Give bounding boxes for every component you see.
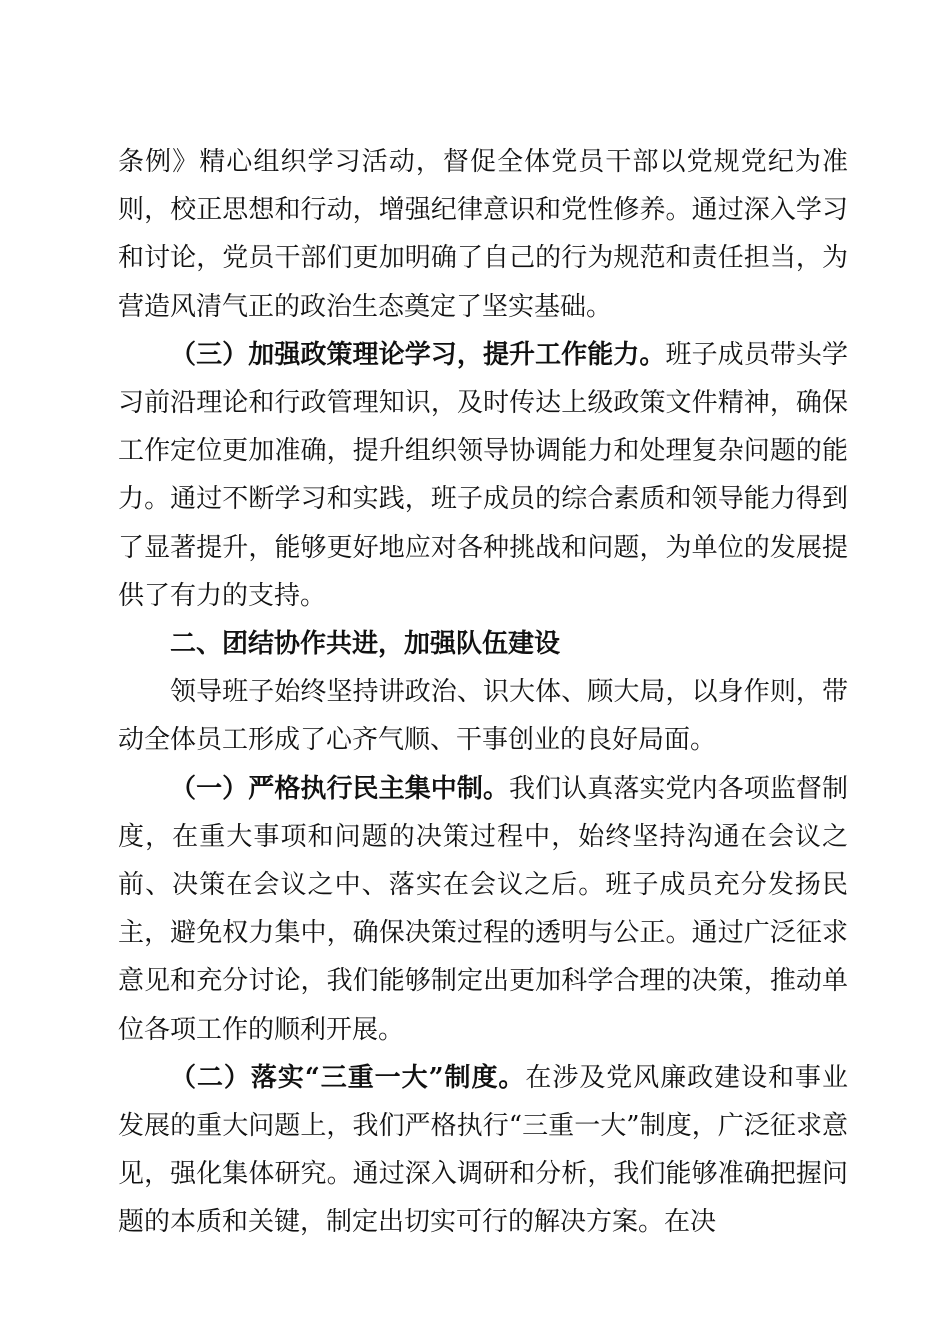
paragraph-body-text: 班子成员带头学习前沿理论和行政管理知识，及时传达上级政策文件精神，确保工作定位更加准确，提升组织领导协调能力和处理复杂问题的能力。通过不断学习和实践，班子成员的综合素质和领导能力得到了显著提升，能够更好地应对各种挑战和问题，为单位的发展提供了有力的支持。 [118,339,848,611]
section-heading: 二、团结协作共进，加强队伍建设 [170,629,561,660]
paragraph-lead-title: （二）落实“三重一大”制度。 [170,1062,526,1093]
document-body [118,138,848,1247]
paragraph-democratic-centralism [118,765,848,1054]
paragraph-body-text: 在涉及党风廉政建设和事业发展的重大问题上，我们严格执行“三重一大”制度，广泛征求意见，强化集体研究。通过深入调研和分析，我们能够准确把握问题的本质和关键，制定出切实可行的解决方案。在决 [118,1062,848,1238]
paragraph-team-intro: 领导班子始终坚持讲政治、识大体、顾大局，以身作则，带动全体员工形成了心齐气顺、干事创业的良好局面。 [118,677,848,756]
paragraph-lead-title: （三）加强政策理论学习，提升工作能力。 [170,339,666,370]
paragraph-body-text: 我们认真落实党内各项监督制度，在重大事项和问题的决策过程中，始终坚持沟通在会议之前、决策在会议之中、落实在会议之后。班子成员充分发扬民主，避免权力集中，确保决策过程的透明与公正。通过广泛征求意见和充分讨论，我们能够制定出更加科学合理的决策，推动单位各项工作的顺利开展。 [118,773,848,1045]
paragraph-policy-study [118,331,848,620]
paragraph-three-important-one-large [118,1054,848,1247]
paragraph-lead-title: （一）严格执行民主集中制。 [170,773,510,804]
paragraph-continuation: 条例》精心组织学习活动，督促全体党员干部以党规党纪为准则，校正思想和行动，增强纪律意识和党性修养。通过深入学习和讨论，党员干部们更加明确了自己的行为规范和责任担当，为营造风清气正的政治生态奠定了坚实基础。 [118,147,848,322]
